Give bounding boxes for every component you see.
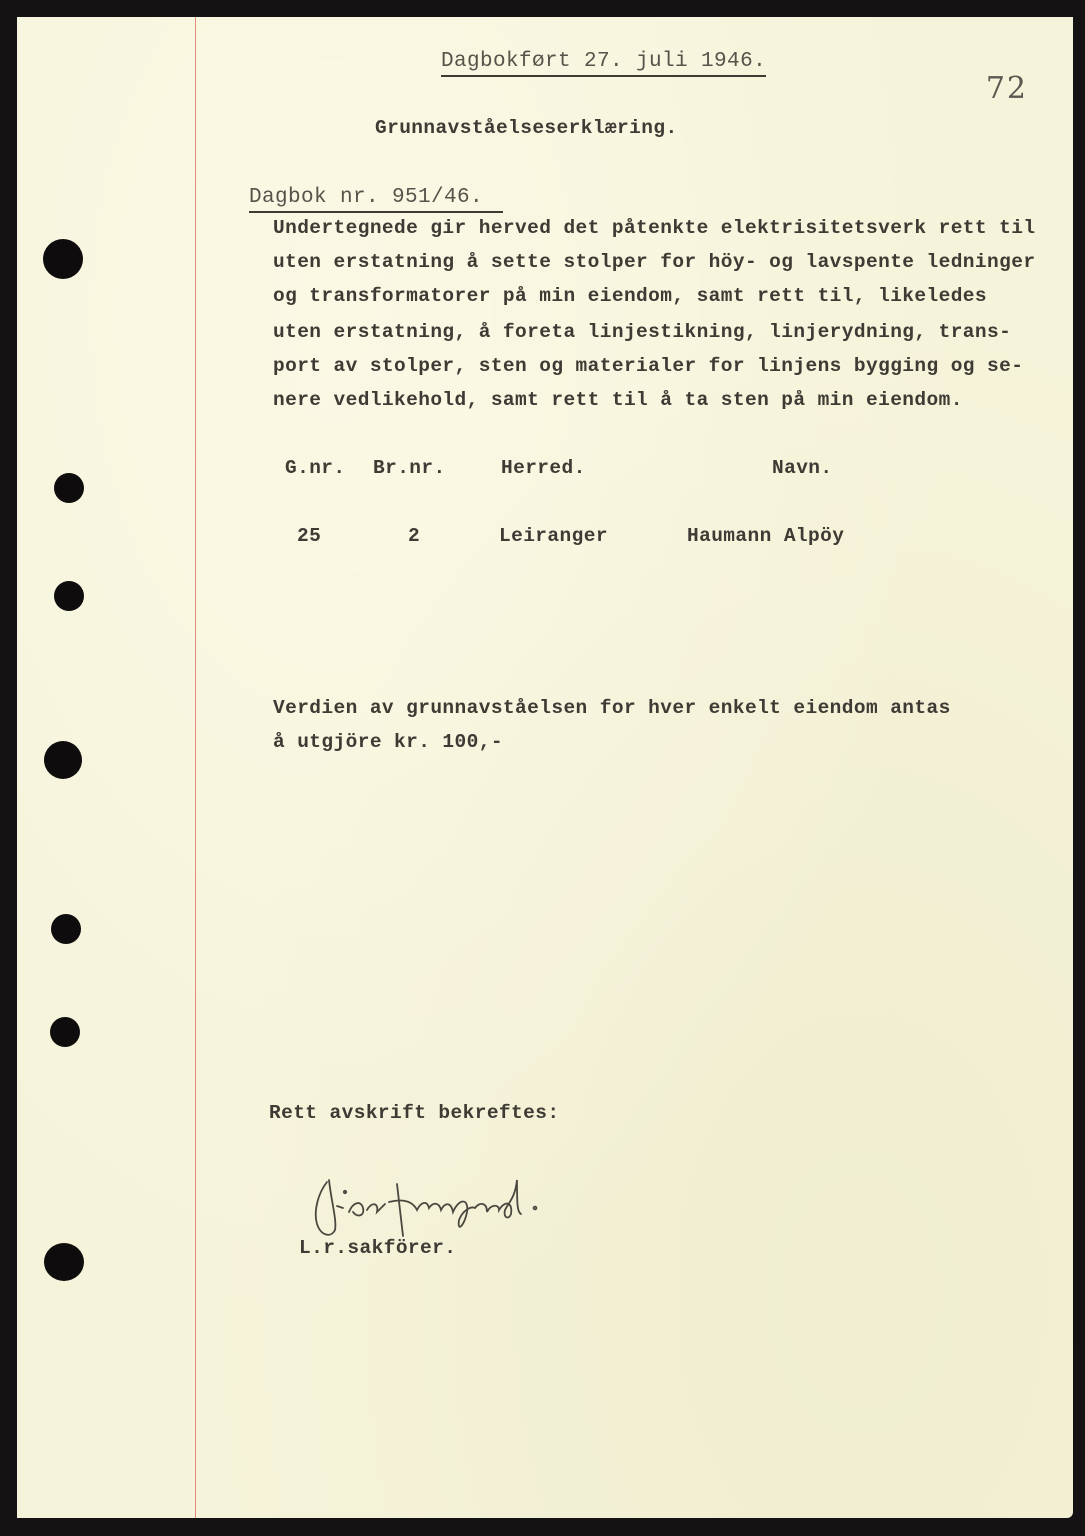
document-page bbox=[17, 17, 1073, 1518]
header-herred: Herred. bbox=[501, 457, 586, 479]
registration-date-text: Dagbokført 27. juli 1946. bbox=[441, 50, 766, 77]
margin-line bbox=[195, 17, 196, 1518]
journal-number-text: Dagbok nr. 951/46. bbox=[249, 186, 503, 213]
header-navn: Navn. bbox=[772, 457, 833, 479]
value-line: Verdien av grunnavståelsen for hver enkelt eiendom antas bbox=[273, 697, 951, 719]
body-line: nere vedlikehold, samt rett til å ta sten på min eiendom. bbox=[273, 389, 963, 411]
registration-date-line bbox=[389, 27, 766, 96]
value-line: å utgjöre kr. 100,- bbox=[273, 731, 503, 753]
cell-navn: Haumann Alpöy bbox=[687, 525, 845, 547]
page-number: 72 bbox=[985, 71, 1028, 106]
signature-title: L.r.sakförer. bbox=[299, 1237, 457, 1259]
body-line: port av stolper, sten og materialer for linjens bygging og se- bbox=[273, 355, 1024, 377]
cell-herred: Leiranger bbox=[499, 525, 608, 547]
punch-hole-icon bbox=[50, 1017, 80, 1047]
punch-hole-icon bbox=[44, 1243, 84, 1281]
punch-hole-icon bbox=[43, 239, 83, 279]
cell-brnr: 2 bbox=[408, 525, 421, 547]
punch-hole-icon bbox=[51, 914, 81, 944]
header-gnr: G.nr. bbox=[285, 457, 346, 479]
certification-text: Rett avskrift bekreftes: bbox=[269, 1102, 560, 1124]
body-line: uten erstatning, å foreta linjestikning, linjerydning, trans- bbox=[273, 321, 1012, 343]
body-line: og transformatorer på min eiendom, samt rett til, likeledes bbox=[273, 285, 988, 307]
header-brnr: Br.nr. bbox=[373, 457, 446, 479]
punch-hole-icon bbox=[54, 581, 84, 611]
body-line: Undertegnede gir herved det påtenkte elektrisitetsverk rett til bbox=[273, 217, 1036, 239]
document-title: Grunnavståelseserklæring. bbox=[375, 117, 678, 139]
cell-gnr: 25 bbox=[297, 525, 322, 547]
body-line: uten erstatning å sette stolper for höy- og lavspente ledninger bbox=[273, 251, 1036, 273]
punch-hole-icon bbox=[44, 741, 82, 779]
punch-hole-icon bbox=[54, 473, 84, 503]
